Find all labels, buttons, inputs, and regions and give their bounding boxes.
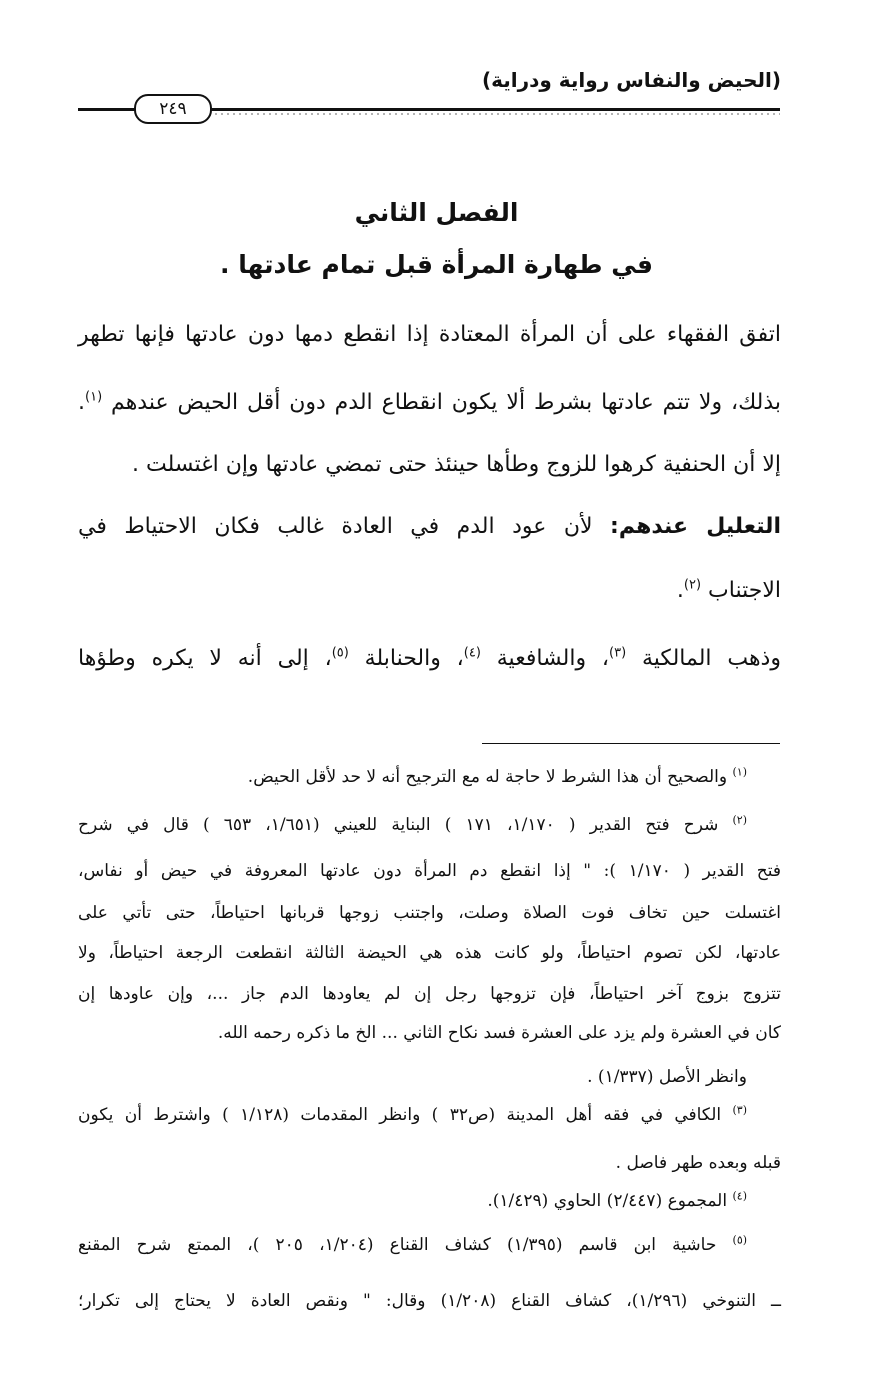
footnote-text: المجموع (٢/٤٤٧) الحاوي (١/٤٢٩). — [487, 1191, 728, 1211]
footnote-ref[interactable]: (١) — [85, 389, 103, 405]
body-line — [132, 448, 781, 482]
body-text: لأن عود الدم في العادة غالب فكان الاحتياط في — [78, 514, 593, 539]
footnote-ref[interactable]: (٤) — [463, 645, 481, 661]
body-text: بذلك، ولا تتم عادتها بشرط ألا يكون انقطاع الدم دون أقل الحيض عندهم — [111, 390, 781, 415]
body-line — [677, 574, 781, 608]
body-text: ، إلى أنه لا يكره وطؤها — [78, 646, 332, 671]
footnote-number: (٢) — [732, 813, 747, 827]
chapter-subtitle: في طهارة المرأة قبل تمام عادتها . — [220, 250, 653, 279]
footnote-number: (٣) — [732, 1103, 747, 1117]
footnote-line: عادتها، لكن تصوم احتياطاً، ولو كانت هذه هي الحيضة الثالثة انقطعت الرجعة احتياطاً، ولا — [78, 943, 781, 963]
body-text: . — [676, 578, 684, 603]
body-line — [78, 386, 781, 420]
chapter-title: الفصل الثاني — [354, 198, 519, 227]
body-text: . — [78, 390, 85, 415]
footnote-text: والصحيح أن هذا الشرط لا حاجة له مع الترجيح أنه لا حد لأقل الحيض. — [247, 767, 728, 787]
footnote-4 — [487, 1186, 747, 1216]
footnote-ref[interactable]: (٥) — [331, 645, 349, 661]
footnote-separator — [482, 743, 780, 744]
footnote-line: تتزوج بزوج آخر احتياطاً، فإن تزوجها رجل إن لم يعاودها الدم جاز ...، وإن عاودها إن — [78, 984, 781, 1004]
rationale-label: التعليل عندهم: — [610, 514, 781, 539]
footnote-line: ــ التنوخي (١/٢٩٦)، كشاف القناع (١/٢٠٨) وقال: " ونقص العادة لا يحتاج إلى تكرار؛ — [78, 1291, 781, 1311]
footnote-text: الكافي في فقه أهل المدينة (ص٣٢ ) وانظر المقدمات (١/١٢٨ ) واشترط أن يكون — [78, 1105, 722, 1125]
footnote-line: وانظر الأصل (١/٣٣٧) . — [587, 1067, 747, 1087]
footnote-line: كان في العشرة ولم يزد على العشرة فسد نكاح الثاني ... الخ ما ذكره رحمه الله. — [217, 1023, 781, 1043]
body-text: ، والحنابلة — [364, 646, 464, 671]
body-line — [78, 318, 781, 352]
running-title: (الحيض والنفاس رواية ودراية) — [481, 68, 781, 92]
header-rule-ornament — [215, 113, 780, 115]
body-text: ، والشافعية — [496, 646, 610, 671]
footnote-line: اغتسلت حين تخاف فوت الصلاة وصلت، واجتنب زوجها قربانها احتياطاً، حتى تأتي على — [78, 903, 781, 923]
footnote-number: (٤) — [732, 1189, 747, 1203]
footnote-line: فتح القدير ( ١/١٧٠ ): " إذا انقطع دم المرأة دون عادتها المعروفة في حيض أو نفاس، — [78, 861, 781, 881]
page-number: ٢٤٩ — [134, 94, 212, 124]
footnote-5 — [78, 1230, 747, 1260]
footnote-2 — [78, 810, 747, 840]
body-text: إلا أن الحنفية كرهوا للزوج وطأها حينئذ حتى تمضي عادتها وإن اغتسلت . — [132, 452, 781, 477]
footnote-text: شرح فتح القدير ( ١/١٧٠، ١٧١ ) البناية للعيني (١/٦٥١، ٦٥٣ ) قال في شرح — [78, 815, 719, 835]
footnote-number: (٥) — [732, 1233, 748, 1247]
footnote-number: (١) — [732, 765, 747, 779]
footnote-text: حاشية ابن قاسم (١/٣٩٥) كشاف القناع (١/٢٠٤، ٢٠٥ )، الممتع شرح المقنع — [78, 1235, 717, 1255]
body-line — [78, 642, 781, 676]
footnote-ref[interactable]: (٣) — [609, 645, 627, 661]
body-text: اتفق الفقهاء على أن المرأة المعتادة إذا انقطع دمها دون عادتها فإنها تطهر — [78, 322, 781, 347]
body-text: الاجتناب — [708, 578, 781, 603]
footnote-3 — [78, 1100, 747, 1130]
footnote-line: قبله وبعده طهر فاصل . — [615, 1153, 781, 1173]
footnote-ref[interactable]: (٢) — [683, 577, 702, 593]
footnote-1 — [248, 762, 747, 792]
body-text: وذهب المالكية — [642, 646, 781, 671]
body-line — [78, 510, 781, 544]
